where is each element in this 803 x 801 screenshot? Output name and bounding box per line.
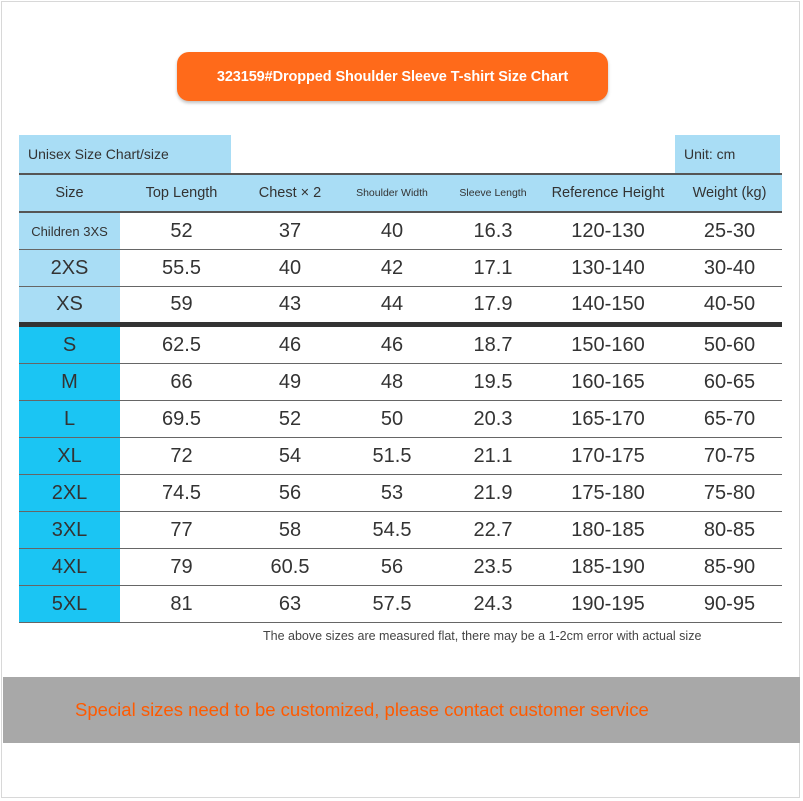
cell-size: M <box>19 364 120 400</box>
cell-sleeve-length: 17.1 <box>473 256 513 279</box>
header-reference-height: Reference Height <box>539 175 677 211</box>
header-chest: Chest × 2 <box>243 175 337 211</box>
cell-size: XL <box>19 438 120 474</box>
cell-weight: 40-50 <box>703 293 756 315</box>
cell-reference-height: 190-195 <box>571 592 645 615</box>
cell-top-length: 52 <box>170 219 193 242</box>
cell-top-length: 69.5 <box>162 407 201 430</box>
cell-reference-height: 150-160 <box>571 333 645 356</box>
unit-label <box>675 135 780 173</box>
cell-sleeve-length: 17.9 <box>473 293 513 315</box>
cell-weight: 25-30 <box>703 219 756 242</box>
cell-reference-height: 120-130 <box>571 219 645 242</box>
cell-chest: 63 <box>278 592 302 615</box>
cell-size: 2XL <box>19 475 120 511</box>
cell-weight: 85-90 <box>703 555 756 578</box>
header-top-length: Top Length <box>120 175 243 211</box>
cell-shoulder-width: 50 <box>380 407 404 430</box>
cell-top-length: 77 <box>170 518 193 541</box>
table-body <box>19 213 782 623</box>
cell-size: 5XL <box>19 586 120 622</box>
cell-size: XS <box>19 287 120 322</box>
table-row <box>19 250 782 287</box>
cell-weight: 60-65 <box>703 370 756 393</box>
cell-shoulder-width: 42 <box>380 256 404 279</box>
cell-chest: 37 <box>278 219 302 242</box>
cell-size: 4XL <box>19 549 120 585</box>
cell-chest: 49 <box>278 370 302 393</box>
cell-chest: 56 <box>278 481 302 504</box>
cell-chest: 43 <box>278 293 302 315</box>
header-shoulder-width: Shoulder Width <box>337 175 447 211</box>
cell-chest: 40 <box>278 256 302 279</box>
cell-shoulder-width: 54.5 <box>372 518 412 541</box>
cell-top-length: 55.5 <box>162 256 201 279</box>
cell-reference-height: 140-150 <box>571 293 645 315</box>
cell-top-length: 79 <box>170 555 193 578</box>
size-table <box>19 173 782 623</box>
cell-reference-height: 175-180 <box>571 481 645 504</box>
table-row <box>19 512 782 549</box>
cell-chest: 58 <box>278 518 302 541</box>
cell-top-length: 72 <box>170 444 193 467</box>
cell-shoulder-width: 57.5 <box>372 592 412 615</box>
header-sleeve-length: Sleeve Length <box>447 175 539 211</box>
cell-weight: 65-70 <box>703 407 756 430</box>
cell-shoulder-width: 48 <box>380 370 404 393</box>
cell-chest: 52 <box>278 407 302 430</box>
table-row <box>19 475 782 512</box>
cell-shoulder-width: 40 <box>380 219 404 242</box>
cell-shoulder-width: 51.5 <box>372 444 412 467</box>
cell-size: Children 3XS <box>19 213 120 249</box>
cell-shoulder-width: 46 <box>380 333 404 356</box>
cell-shoulder-width: 44 <box>380 293 404 315</box>
cell-sleeve-length: 21.1 <box>473 444 513 467</box>
cell-weight: 80-85 <box>703 518 756 541</box>
chart-title <box>177 52 608 101</box>
unisex-label-text: Unisex Size Chart/size <box>28 146 169 162</box>
cell-chest: 54 <box>278 444 302 467</box>
cell-chest: 60.5 <box>270 555 310 578</box>
table-row <box>19 327 782 364</box>
table-row <box>19 401 782 438</box>
cell-shoulder-width: 56 <box>380 555 404 578</box>
cell-weight: 75-80 <box>703 481 756 504</box>
cell-sleeve-length: 23.5 <box>473 555 513 578</box>
table-row <box>19 586 782 623</box>
cell-top-length: 59 <box>170 293 193 315</box>
table-row <box>19 213 782 250</box>
cell-shoulder-width: 53 <box>380 481 404 504</box>
custom-size-banner-text: Special sizes need to be customized, please contact customer service <box>75 699 649 720</box>
cell-weight: 30-40 <box>703 256 756 279</box>
cell-top-length: 62.5 <box>162 333 201 356</box>
custom-size-banner <box>3 677 800 743</box>
cell-top-length: 66 <box>170 370 193 393</box>
cell-weight: 90-95 <box>703 592 756 615</box>
cell-top-length: 81 <box>170 592 193 615</box>
measurement-note: The above sizes are measured flat, there may be a 1-2cm error with actual size <box>263 629 702 643</box>
header-size: Size <box>19 175 120 211</box>
table-row <box>19 438 782 475</box>
cell-sleeve-length: 19.5 <box>473 370 513 393</box>
cell-reference-height: 185-190 <box>571 555 645 578</box>
cell-reference-height: 170-175 <box>571 444 645 467</box>
cell-size: 3XL <box>19 512 120 548</box>
cell-sleeve-length: 16.3 <box>473 219 513 242</box>
cell-reference-height: 130-140 <box>571 256 645 279</box>
unisex-label <box>19 135 231 173</box>
cell-chest: 46 <box>278 333 302 356</box>
table-header-row <box>19 173 782 213</box>
chart-title-text: 323159#Dropped Shoulder Sleeve T-shirt Size Chart <box>216 68 569 85</box>
cell-sleeve-length: 22.7 <box>473 518 513 541</box>
cell-size: L <box>19 401 120 437</box>
table-row <box>19 287 782 327</box>
cell-sleeve-length: 24.3 <box>473 592 513 615</box>
cell-weight: 70-75 <box>703 444 756 467</box>
cell-weight: 50-60 <box>703 333 756 356</box>
cell-sleeve-length: 21.9 <box>473 481 513 504</box>
table-row <box>19 549 782 586</box>
unit-label-text: Unit: cm <box>684 146 736 162</box>
cell-reference-height: 180-185 <box>571 518 645 541</box>
cell-reference-height: 160-165 <box>571 370 645 393</box>
cell-size: 2XS <box>19 250 120 286</box>
cell-size: S <box>19 327 120 363</box>
cell-sleeve-length: 18.7 <box>473 333 513 356</box>
cell-reference-height: 165-170 <box>571 407 645 430</box>
header-weight: Weight (kg) <box>677 175 782 211</box>
cell-sleeve-length: 20.3 <box>473 407 513 430</box>
table-row <box>19 364 782 401</box>
cell-top-length: 74.5 <box>162 481 201 504</box>
